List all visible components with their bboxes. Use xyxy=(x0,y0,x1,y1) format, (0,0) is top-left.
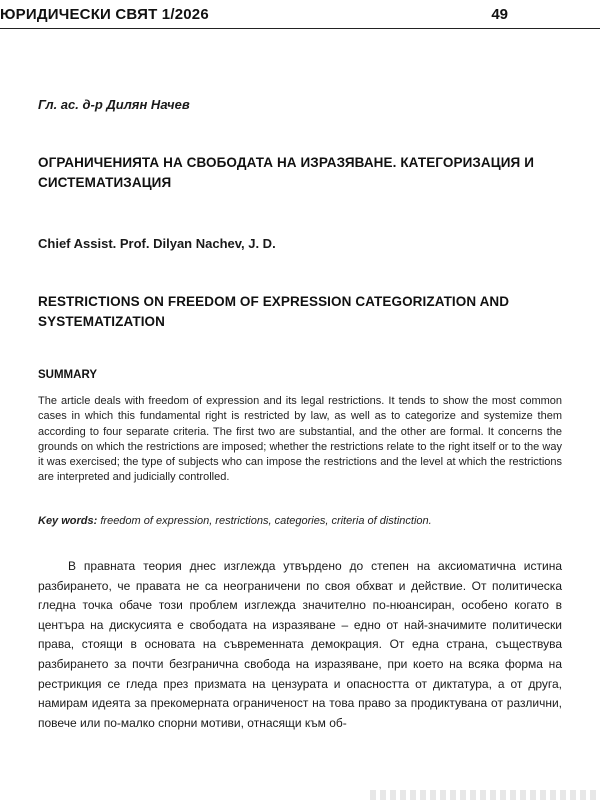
running-header xyxy=(0,4,600,29)
page-number: 49 xyxy=(491,6,508,23)
summary-text: The article deals with freedom of expression and its legal restrictions. It tends to show the most common cases in which this fundamental right is restricted by law, as well as to categorize and systemize them according to four separate criteria. The first two are substantial, and the other are formal. It concerns the grounds on which the restrictions are imposed; whether the restrictions relate to the right itself or to the way it was exercised; the type of subjects who can impose the restrictions and the level at which the restrictions are interpreted and judicially controlled. xyxy=(38,395,562,484)
keywords-label: Key words: xyxy=(38,515,98,527)
summary-heading: SUMMARY xyxy=(38,369,97,381)
article-title-bulgarian: ОГРАНИЧЕНИЯТА НА СВОБОДАТА НА ИЗРАЗЯВАНЕ. КАТЕГОРИЗАЦИЯ И СИСТЕМАТИЗАЦИЯ xyxy=(38,155,535,190)
journal-title: ЮРИДИЧЕСКИ СВЯТ 1/2026 xyxy=(0,6,209,23)
article-title-english: RESTRICTIONS ON FREEDOM OF EXPRESSION CATEGORIZATION AND SYSTEMATIZATION xyxy=(38,294,510,329)
body-paragraph: В правната теория днес изглежда утвърдено до степен на аксиоматична истина разбирането, че правата не са неограничени по своя обхват и действие. От политическа гледна точка обаче този проблем изглежда значително по-нюансиран, особено когато в центъра на дискусията е свободата на изразяване – едно от най-значимите политически права, стоящи в основата на съвременната демокрация. От една страна, съществува разбирането за почти безгранична свобода на изразяване, при което на всяка форма на рестрикция се гледа през призмата на цензурата и опасността от диктатура, а от друга, намирам идеята за прекомерната ограниченост на това право за продиктувана от различни, повече или по-малко спорни мотиви, отнасящи към об- xyxy=(38,559,562,730)
keywords xyxy=(38,514,562,529)
scan-artifact xyxy=(370,790,600,800)
keywords-text: freedom of expression, restrictions, categories, criteria of distinction. xyxy=(97,515,432,527)
author-english: Chief Assist. Prof. Dilyan Nachev, J. D. xyxy=(38,236,276,251)
author-bulgarian: Гл. ас. д-р Дилян Начев xyxy=(38,97,190,112)
